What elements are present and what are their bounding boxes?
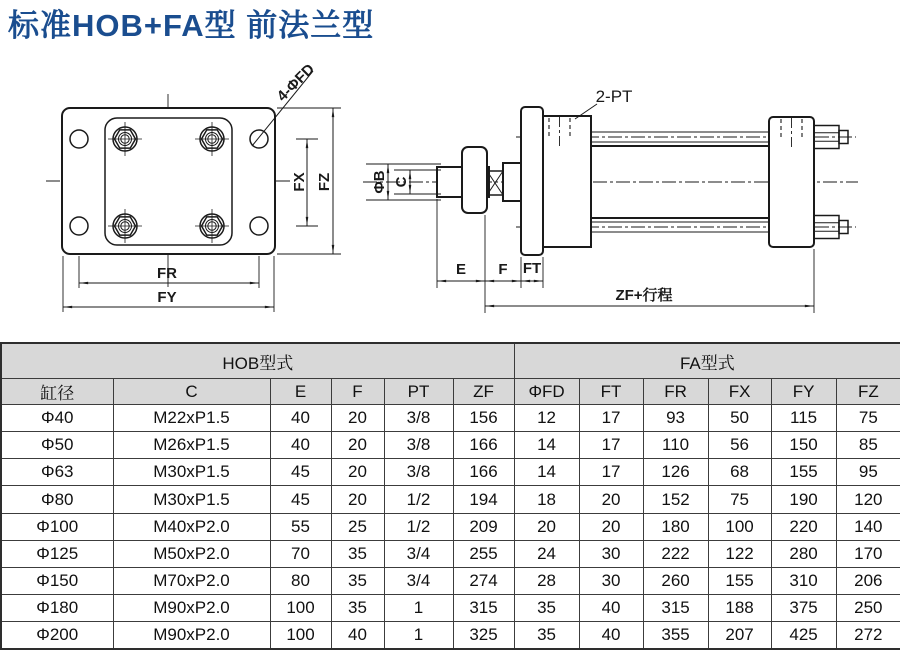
table-cell: 315 (453, 595, 514, 622)
table-cell: 250 (836, 595, 900, 622)
col-header-f: F (331, 379, 384, 405)
table-cell: 272 (836, 622, 900, 649)
table-cell: 260 (643, 567, 708, 594)
table-cell: 17 (579, 405, 643, 432)
table-cell: 40 (331, 622, 384, 649)
dim-c-label: C (393, 176, 410, 188)
table-cell: Φ80 (1, 486, 113, 513)
table-cell: 274 (453, 567, 514, 594)
col-header-bore: 缸径 (1, 379, 113, 405)
col-header-ft: FT (579, 379, 643, 405)
group-header-hob: HOB型式 (1, 343, 514, 379)
table-cell: 35 (514, 622, 579, 649)
dim-ft-label: FT (522, 260, 542, 277)
table-cell: 35 (331, 567, 384, 594)
table-cell: M30xP1.5 (113, 459, 270, 486)
table-cell: 280 (771, 540, 836, 567)
group-header-row (1, 343, 900, 379)
table-cell: 170 (836, 540, 900, 567)
table-cell: 122 (708, 540, 771, 567)
table-cell: 14 (514, 432, 579, 459)
table-cell: 375 (771, 595, 836, 622)
table-cell: 3/8 (384, 432, 453, 459)
table-cell: 45 (270, 486, 331, 513)
table-cell: M70xP2.0 (113, 567, 270, 594)
front-flange-view (46, 61, 341, 312)
table-cell: 30 (579, 540, 643, 567)
table-cell: 17 (579, 432, 643, 459)
dim-zf-stroke-label: ZF+行程 (615, 287, 673, 304)
dim-e-label: E (455, 261, 467, 278)
table-cell: Φ200 (1, 622, 113, 649)
table-cell: Φ50 (1, 432, 113, 459)
table-cell: 75 (708, 486, 771, 513)
table-cell: 315 (643, 595, 708, 622)
table-cell: 20 (331, 459, 384, 486)
table-cell: 20 (331, 486, 384, 513)
table-cell: M22xP1.5 (113, 405, 270, 432)
table-cell: 40 (270, 432, 331, 459)
table-cell: 3/8 (384, 405, 453, 432)
table-row (1, 595, 900, 622)
table-cell: 40 (579, 595, 643, 622)
table-row (1, 622, 900, 649)
column-header-row (1, 379, 900, 405)
table-cell: 152 (643, 486, 708, 513)
table-cell: 40 (270, 405, 331, 432)
table-cell: 115 (771, 405, 836, 432)
col-header-zf: ZF (453, 379, 514, 405)
table-row (1, 432, 900, 459)
table-cell: 1/2 (384, 513, 453, 540)
table-cell: 80 (270, 567, 331, 594)
table-cell: 20 (331, 405, 384, 432)
table-cell: 24 (514, 540, 579, 567)
table-cell: 209 (453, 513, 514, 540)
table-row (1, 513, 900, 540)
table-cell: 100 (270, 595, 331, 622)
table-cell: 30 (579, 567, 643, 594)
table-cell: 3/4 (384, 567, 453, 594)
table-cell: M90xP2.0 (113, 595, 270, 622)
table-cell: 75 (836, 405, 900, 432)
col-header-fz: FZ (836, 379, 900, 405)
port-callout-label: 2-PT (595, 87, 633, 106)
table-cell: 155 (771, 459, 836, 486)
spec-table (0, 342, 900, 650)
table-cell: 68 (708, 459, 771, 486)
table-cell: 155 (708, 567, 771, 594)
table-cell: 156 (453, 405, 514, 432)
dim-fz-label: FZ (316, 172, 333, 192)
dim-rod-diameter-label: ΦB (371, 170, 388, 194)
table-cell: Φ150 (1, 567, 113, 594)
dim-fy-label: FY (157, 289, 177, 306)
table-row (1, 540, 900, 567)
table-cell: 110 (643, 432, 708, 459)
table-cell: 120 (836, 486, 900, 513)
table-row (1, 567, 900, 594)
table-cell: 3/4 (384, 540, 453, 567)
table-cell: 18 (514, 486, 579, 513)
table-cell: 35 (331, 540, 384, 567)
table-cell: M30xP1.5 (113, 486, 270, 513)
table-cell: 150 (771, 432, 836, 459)
table-cell: 3/8 (384, 459, 453, 486)
table-cell: 206 (836, 567, 900, 594)
table-cell: 56 (708, 432, 771, 459)
table-cell: 190 (771, 486, 836, 513)
col-header-pt: PT (384, 379, 453, 405)
table-row (1, 486, 900, 513)
table-cell: M90xP2.0 (113, 622, 270, 649)
col-header-e: E (270, 379, 331, 405)
dim-fr-label: FR (157, 265, 177, 282)
table-row (1, 459, 900, 486)
table-cell: M26xP1.5 (113, 432, 270, 459)
group-header-fa: FA型式 (514, 343, 900, 379)
table-cell: 1/2 (384, 486, 453, 513)
table-cell: 40 (579, 622, 643, 649)
table-cell: 93 (643, 405, 708, 432)
col-header-fy: FY (771, 379, 836, 405)
table-cell: 425 (771, 622, 836, 649)
table-cell: 126 (643, 459, 708, 486)
table-cell: 100 (708, 513, 771, 540)
table-cell: 35 (514, 595, 579, 622)
table-cell: M40xP2.0 (113, 513, 270, 540)
table-cell: 12 (514, 405, 579, 432)
table-cell: 355 (643, 622, 708, 649)
table-cell: 194 (453, 486, 514, 513)
table-cell: Φ40 (1, 405, 113, 432)
table-row (1, 405, 900, 432)
table-cell: 28 (514, 567, 579, 594)
table-cell: 140 (836, 513, 900, 540)
table-cell: 180 (643, 513, 708, 540)
col-header-fx: FX (708, 379, 771, 405)
table-cell: 166 (453, 459, 514, 486)
table-cell: 20 (331, 432, 384, 459)
table-cell: 70 (270, 540, 331, 567)
table-cell: 45 (270, 459, 331, 486)
table-cell: 25 (331, 513, 384, 540)
table-cell: 207 (708, 622, 771, 649)
table-cell: 255 (453, 540, 514, 567)
table-cell: 220 (771, 513, 836, 540)
table-cell: 222 (643, 540, 708, 567)
technical-drawings (0, 52, 900, 342)
dim-f-label: F (498, 261, 508, 278)
table-cell: 17 (579, 459, 643, 486)
col-header-fd: ΦFD (514, 379, 579, 405)
table-cell: 310 (771, 567, 836, 594)
spec-table-body (1, 405, 900, 650)
table-cell: 166 (453, 432, 514, 459)
table-cell: 1 (384, 622, 453, 649)
table-cell: 50 (708, 405, 771, 432)
page-title: 标准HOB+FA型 前法兰型 (8, 8, 375, 43)
table-cell: 1 (384, 595, 453, 622)
table-cell: Φ125 (1, 540, 113, 567)
table-cell: 20 (514, 513, 579, 540)
table-cell: 20 (579, 513, 643, 540)
table-cell: Φ180 (1, 595, 113, 622)
hole-callout-label: 4-ΦFD (273, 60, 318, 105)
col-header-fr: FR (643, 379, 708, 405)
table-cell: 35 (331, 595, 384, 622)
table-cell: 20 (579, 486, 643, 513)
col-header-c: C (113, 379, 270, 405)
table-cell: 85 (836, 432, 900, 459)
table-cell: M50xP2.0 (113, 540, 270, 567)
cylinder-side-view (363, 87, 858, 313)
table-cell: 100 (270, 622, 331, 649)
dim-fx-label: FX (291, 172, 308, 192)
table-cell: 325 (453, 622, 514, 649)
table-cell: Φ100 (1, 513, 113, 540)
table-cell: Φ63 (1, 459, 113, 486)
table-cell: 14 (514, 459, 579, 486)
table-cell: 188 (708, 595, 771, 622)
table-cell: 95 (836, 459, 900, 486)
table-cell: 55 (270, 513, 331, 540)
